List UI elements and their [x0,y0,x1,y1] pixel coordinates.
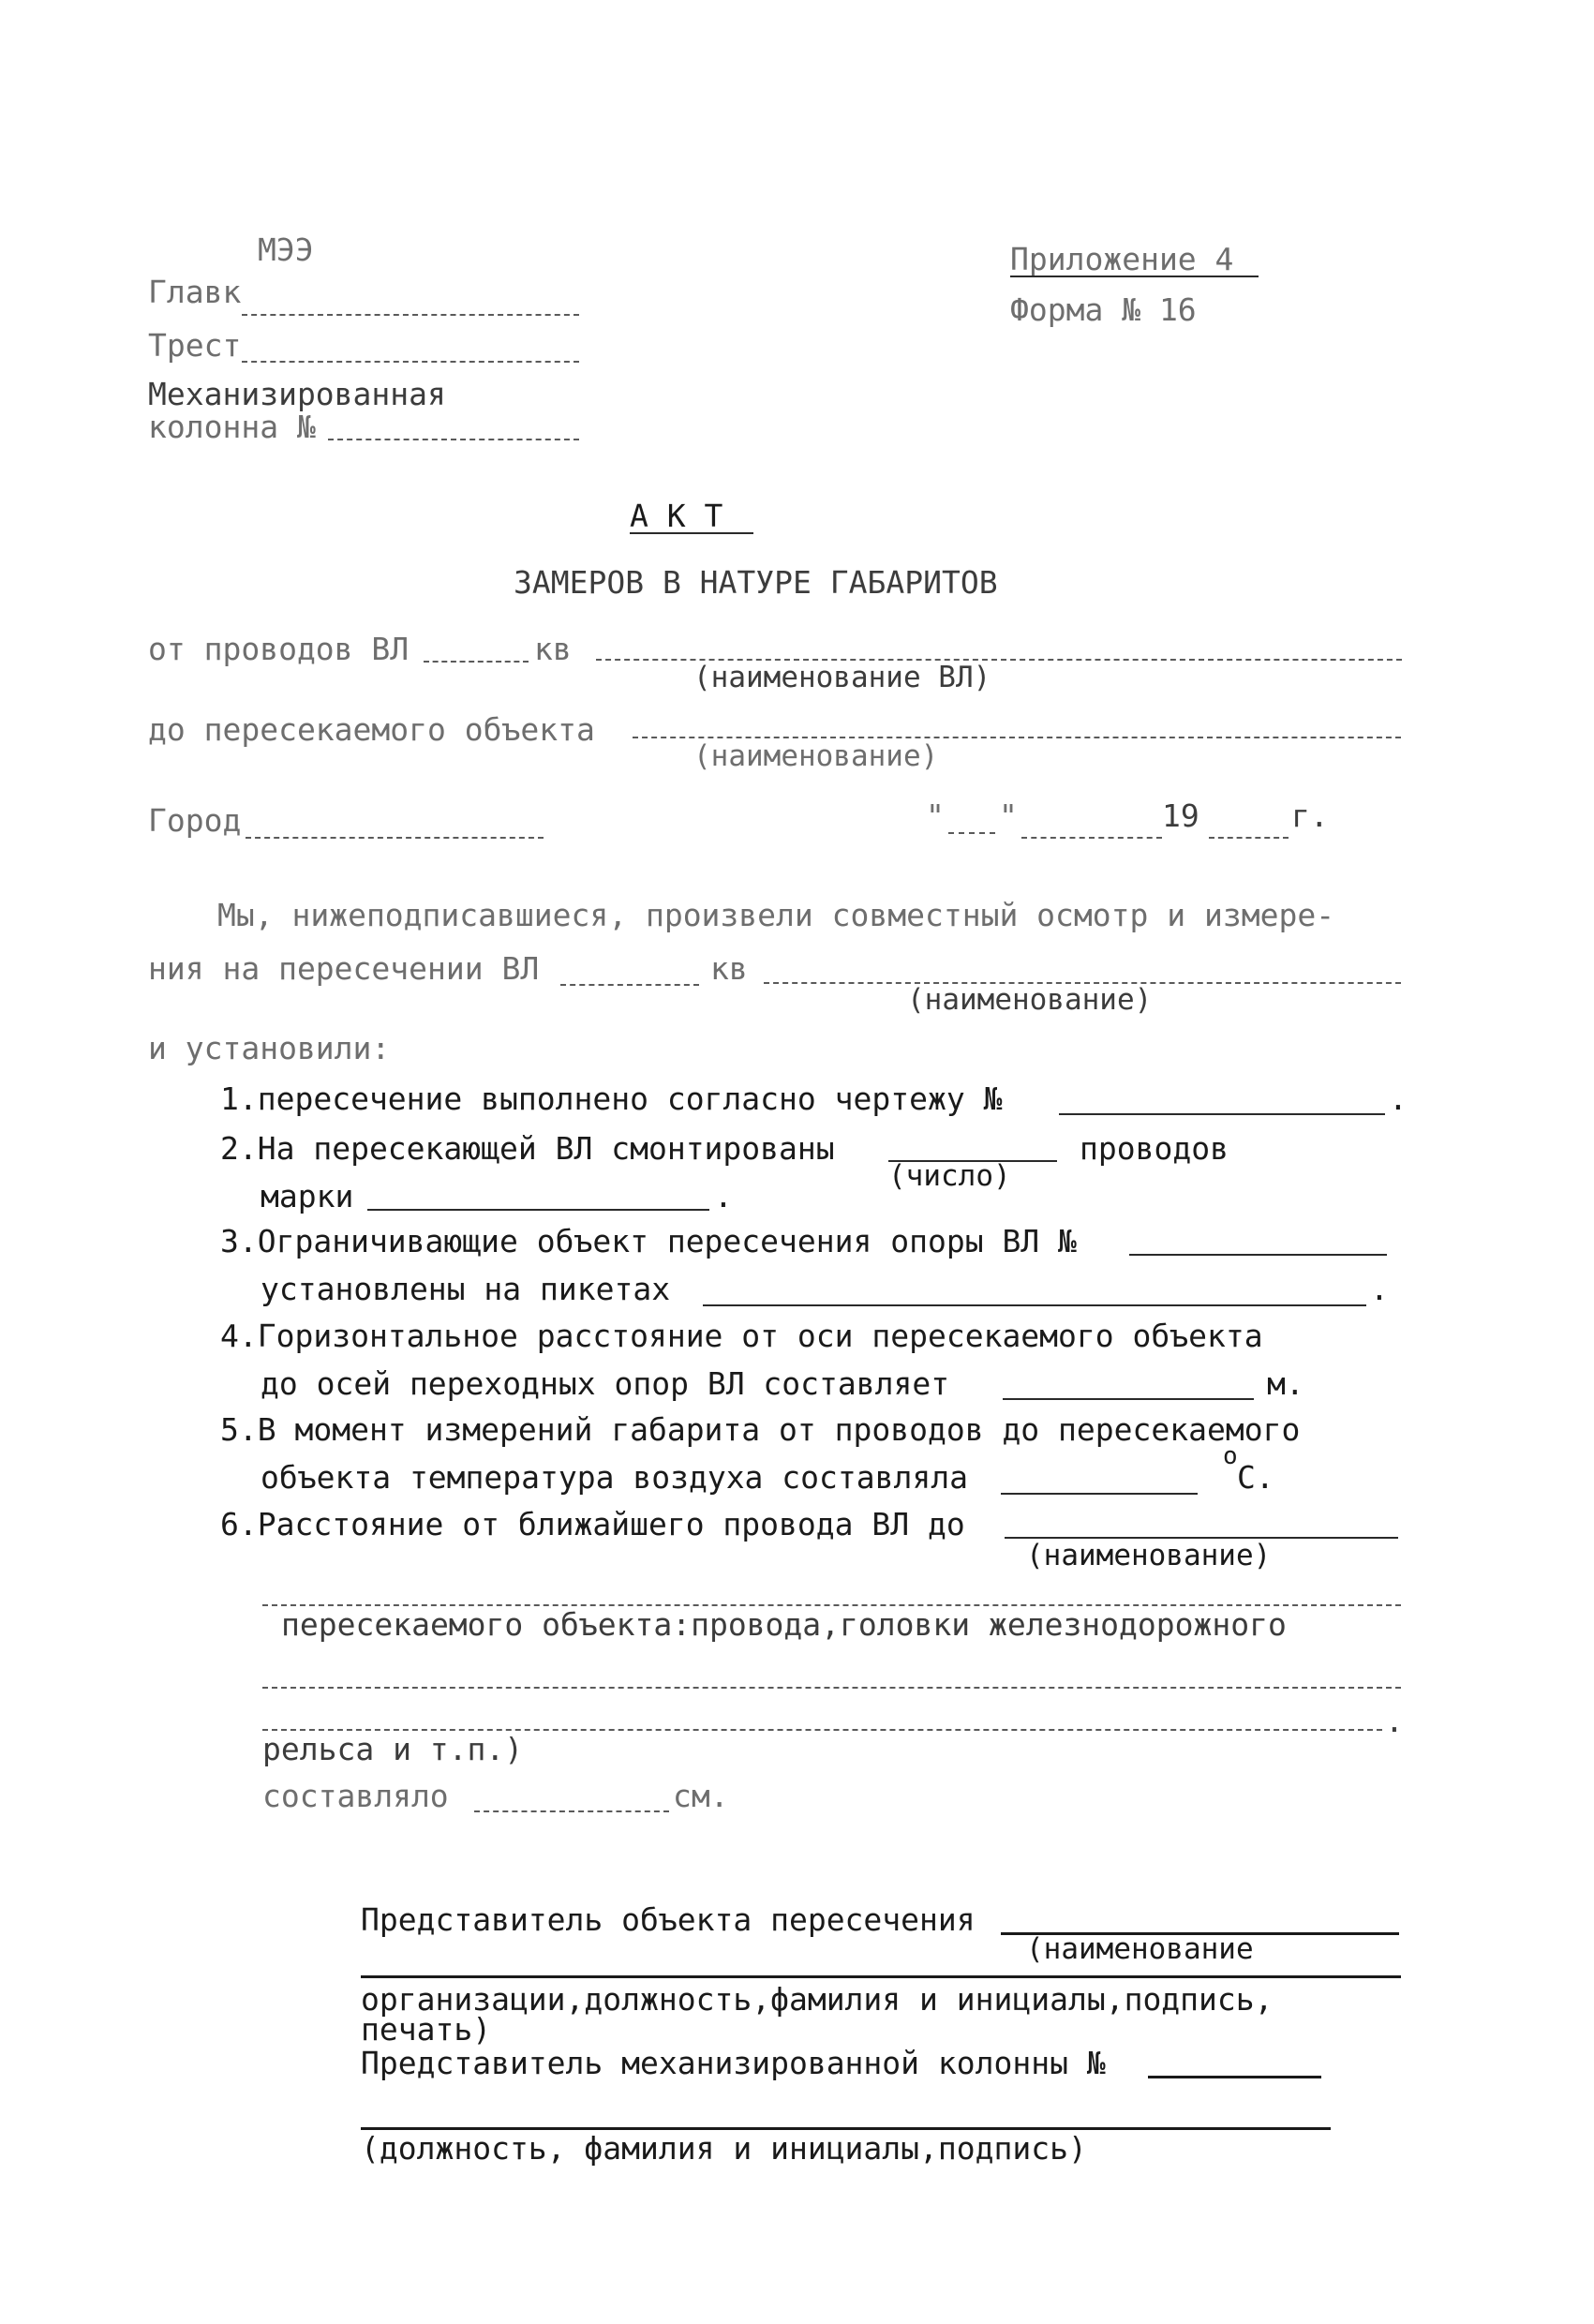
rep-object-label: Представитель объекта пересечения [361,1901,976,1938]
intro-kv-label: кв [710,950,748,987]
item5-degree-mark: о [1223,1442,1238,1470]
item6-text: 6.Расстояние от ближайшего провода ВЛ до [220,1506,965,1542]
item6-line3-end: . [1385,1703,1404,1739]
date-quote-open: " [926,797,945,834]
intro-line3: и установили: [148,1030,391,1066]
item5-text: 5.В момент измерений габарита от проводов до пересекаемого [220,1411,1301,1448]
item3-pickets-label: установлены на пикетах [261,1271,671,1307]
intro-name-caption: (наименование) [907,983,1153,1017]
item1-text: 1.пересечение выполнено согласно чертежу № [220,1080,1003,1117]
column-label-line1: Механизированная [148,376,446,412]
ministry-label: МЭЭ [258,231,314,268]
item4-unit: м. [1267,1365,1304,1402]
to-object-label: до пересекаемого объекта [148,711,595,748]
act-title: А К Т [630,498,723,534]
trest-field-line[interactable] [242,361,579,363]
intro-line1: Мы, нижеподписавшиеся, произвели совместный осмотр и измере- [217,897,1335,933]
rep-object-line3: печать) [361,2011,492,2048]
appendix-underline [1010,276,1259,277]
column-label-line2: колонна № [148,409,316,445]
item3-text: 3.Ограничивающие объект пересечения опоры ВЛ № [220,1223,1077,1259]
item6-result-label: составляло [262,1778,449,1814]
item3-support-number-line[interactable] [1129,1254,1387,1256]
item6-line3: рельса и т.п.) [262,1731,524,1767]
city-field-line[interactable] [246,837,544,839]
date-quote-close: " [999,797,1018,834]
item3-pickets-end: . [1370,1271,1389,1307]
glavk-field-line[interactable] [242,314,579,316]
item4-line2: до осей переходных опор ВЛ составляет [261,1365,950,1402]
intro-voltage-line[interactable] [560,984,699,986]
item5-temperature-line[interactable] [1001,1493,1198,1495]
item4-distance-line[interactable] [1003,1398,1254,1400]
vl-name-caption: (наименование ВЛ) [693,661,991,694]
rep-object-line2: организации,должность,фамилия и инициалы,подпись, [361,1981,1274,2018]
kv-label: кв [534,631,572,667]
item2-text: 2.На пересекающей ВЛ смонтированы [220,1130,835,1167]
appendix-label: Приложение 4 [1010,241,1234,277]
column-number-line[interactable] [328,439,579,440]
object-name-field-line[interactable] [633,737,1401,738]
date-day-line[interactable] [948,832,995,834]
glavk-label: Главк [148,274,242,310]
item2-brand-end: . [714,1178,733,1214]
trest-label: Трест [148,327,242,364]
date-year-prefix: 19 [1162,797,1199,834]
date-year-suffix: г. [1291,797,1329,834]
item2-brand-line[interactable] [367,1209,709,1211]
rep-column-caption: (должность, фамилия и инициалы,подпись) [361,2130,1087,2167]
from-wires-label: от проводов ВЛ [148,631,410,667]
voltage-field-line[interactable] [424,661,529,663]
act-subtitle: ЗАМЕРОВ В НАТУРЕ ГАБАРИТОВ [514,564,998,601]
item1-end: . [1389,1080,1408,1117]
item6-unit: см. [673,1778,729,1814]
form-number: Форма № 16 [1010,291,1197,328]
item5-unit: С. [1237,1459,1274,1496]
rep-object-signature-line[interactable] [361,1975,1401,1978]
item6-fill-line-2[interactable] [262,1687,1401,1689]
item4-text: 4.Горизонтальное расстояние от оси пересекаемого объекта [220,1318,1263,1354]
object-name-caption: (наименование) [693,739,939,773]
item6-object-caption: (наименование) [1026,1539,1272,1572]
rep-column-number-line[interactable] [1148,2076,1321,2078]
date-year-line[interactable] [1209,837,1289,839]
city-label: Город [148,802,242,839]
act-title-underline [630,532,753,534]
rep-column-label: Представитель механизированной колонны № [361,2045,1106,2081]
item2-count-caption: (число) [888,1159,1011,1193]
item1-drawing-number-line[interactable] [1059,1113,1385,1115]
item6-result-line[interactable] [474,1810,669,1812]
intro-line2-prefix: ния на пересечении ВЛ [148,950,540,987]
item3-pickets-line[interactable] [703,1304,1366,1306]
date-month-line[interactable] [1021,837,1162,839]
item5-line2: объекта температура воздуха составляла [261,1459,968,1496]
rep-object-caption: (наименование [1026,1932,1254,1966]
item6-line2: пересекаемого объекта:провода,головки железнодорожного [281,1606,1287,1643]
item2-brand-label: марки [261,1178,354,1214]
item2-wires-label: проводов [1080,1130,1229,1167]
